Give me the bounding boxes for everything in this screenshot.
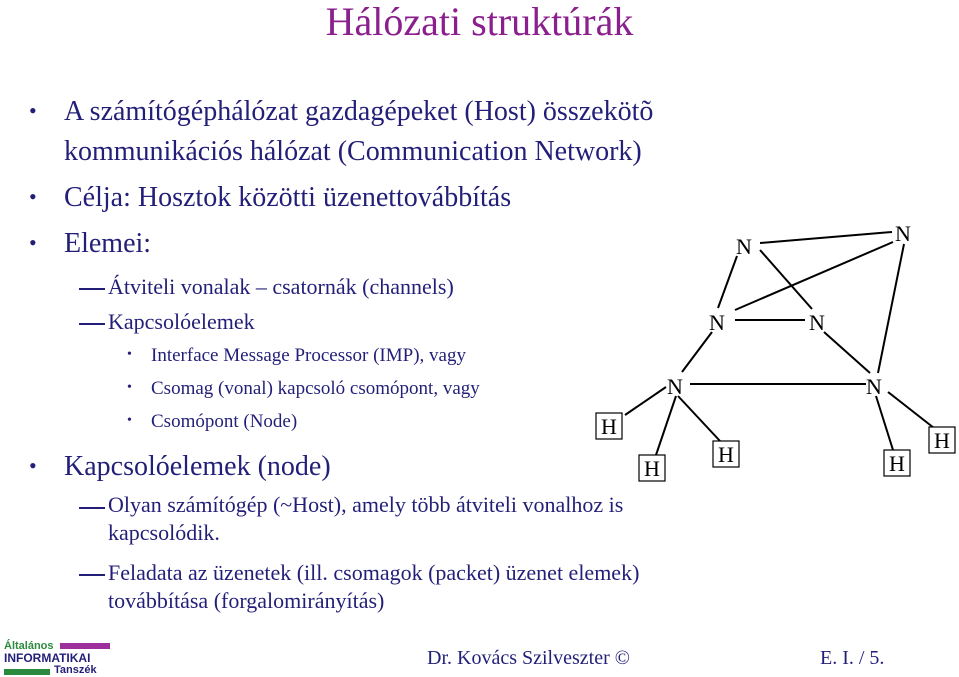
network-links <box>625 232 934 455</box>
link <box>678 396 720 441</box>
link <box>625 387 666 415</box>
bullet-dot: • <box>29 453 37 478</box>
sub-item-node-desc-cont: kapcsolódik. <box>108 520 220 545</box>
link <box>760 232 892 243</box>
sub-item-switching: Kapcsolóelemek <box>108 309 255 334</box>
host-label: H <box>601 414 617 439</box>
node-label: N <box>667 374 683 399</box>
bullet-text-2: Célja: Hosztok közötti üzenettovábbítás <box>64 182 512 213</box>
host-label: H <box>718 442 734 467</box>
bullet-text-1: A számítógéphálózat gazdagépeket (Host) összekötõ <box>64 96 654 127</box>
logo-text-line1: Általános <box>4 640 54 652</box>
bullet-text-3: Elemei: <box>64 228 152 259</box>
sub-item-task-cont: továbbítása (forgalomirányítás) <box>108 588 385 613</box>
sub-item-node-desc: Olyan számítógép (~Host), amely több átviteli vonalhoz is <box>108 492 624 517</box>
node-label: N <box>736 234 752 259</box>
footer-author: Dr. Kovács Szilveszter © <box>427 647 630 669</box>
sub-sub-item-packet-switch: Csomag (vonal) kapcsoló csomópont, vagy <box>151 378 480 399</box>
logo-text-line3: Tanszék <box>54 664 97 676</box>
link <box>718 256 737 308</box>
page-title: Hálózati struktúrák <box>325 0 634 44</box>
small-bullet: • <box>127 347 132 362</box>
host-boxes <box>596 413 955 481</box>
logo-bar <box>60 643 110 649</box>
node-label: N <box>866 374 882 399</box>
host-label: H <box>934 428 950 453</box>
sub-sub-item-imp: Interface Message Processor (IMP), vagy <box>151 345 466 366</box>
small-bullet: • <box>127 380 132 395</box>
sub-item-channels: Átviteli vonalak – csatornák (channels) <box>108 274 454 299</box>
bullet-text-4: Kapcsolóelemek (node) <box>64 451 331 482</box>
department-logo <box>4 640 114 676</box>
bullet-dot: • <box>29 230 37 255</box>
sub-sub-item-node: Csomópont (Node) <box>151 411 298 432</box>
bullet-dot: • <box>29 184 37 209</box>
link <box>735 242 893 310</box>
page-number: E. I. / 5. <box>820 647 885 669</box>
sub-item-task: Feladata az üzenetek (ill. csomagok (packet) üzenet elemek) <box>108 560 640 585</box>
link <box>682 332 712 372</box>
host-label: H <box>889 451 905 476</box>
node-label: N <box>895 221 911 246</box>
logo-bar <box>4 669 50 675</box>
link <box>888 392 934 428</box>
bullet-text-1-cont: kommunikációs hálózat (Communication Network) <box>64 136 642 167</box>
link <box>824 332 870 373</box>
link <box>876 396 893 450</box>
small-bullet: • <box>127 413 132 428</box>
bullet-dot: • <box>29 98 37 123</box>
node-label: N <box>709 310 725 335</box>
host-label: H <box>644 456 660 481</box>
logo-text-line2: INFORMATIKAI <box>4 651 91 665</box>
node-label: N <box>809 310 825 335</box>
link <box>656 396 676 455</box>
node-labels <box>667 221 911 399</box>
link <box>878 244 904 373</box>
